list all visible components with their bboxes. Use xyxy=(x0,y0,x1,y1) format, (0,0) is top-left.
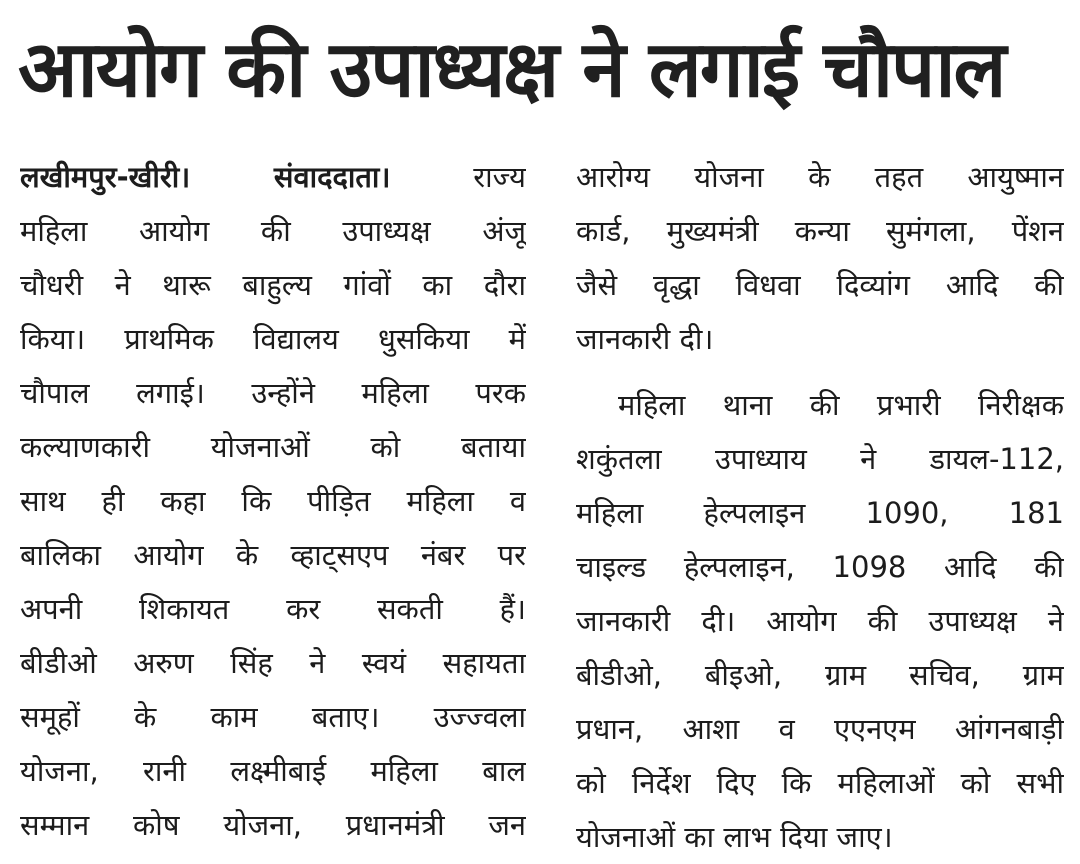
article-line: महिला थाना की प्रभारी निरीक्षक xyxy=(618,388,1064,422)
article-left-column xyxy=(20,150,526,852)
article-line: योजना, रानी लक्ष्मीबाई महिला बाल xyxy=(20,754,526,788)
article-right-column xyxy=(576,150,1064,864)
article-line: अपनी शिकायत कर सकती हैं। xyxy=(20,592,526,626)
article-line: बीडीओ, बीइओ, ग्राम सचिव, ग्राम xyxy=(576,658,1064,692)
article-line: समूहों के काम बताए। उज्ज्वला xyxy=(20,700,526,734)
article-line: बीडीओ अरुण सिंह ने स्वयं सहायता xyxy=(20,646,526,680)
dateline: लखीमपुर-खीरी। संवाददाता। xyxy=(20,160,391,194)
article-line: कल्याणकारी योजनाओं को बताया xyxy=(20,430,526,464)
article-line: जानकारी दी। xyxy=(576,322,714,356)
article-line: चौधरी ने थारू बाहुल्य गांवों का दौरा xyxy=(20,268,526,302)
article-first-line xyxy=(20,150,526,204)
article-line: चाइल्ड हेल्पलाइन, 1098 आदि की xyxy=(576,550,1064,584)
article-line: साथ ही कहा कि पीड़ित महिला व xyxy=(20,484,526,518)
article-line: प्रधान, आशा व एएनएम आंगनबाड़ी xyxy=(576,712,1064,746)
paragraph-gap xyxy=(576,366,1064,378)
article-line: योजनाओं का लाभ दिया जाए। xyxy=(576,820,893,854)
article-line: जानकारी दी। आयोग की उपाध्यक्ष ने xyxy=(576,604,1064,638)
article-line: जैसे वृद्धा विधवा दिव्यांग आदि की xyxy=(576,268,1064,302)
headline: आयोग की उपाध्यक्ष ने लगाई चौपाल xyxy=(18,25,1005,115)
article-line: चौपाल लगाई। उन्होंने महिला परक xyxy=(20,376,526,410)
article-line: को निर्देश दिए कि महिलाओं को सभी xyxy=(576,766,1064,800)
article-line: महिला हेल्पलाइन 1090, 181 xyxy=(576,496,1064,530)
article-line: किया। प्राथमिक विद्यालय धुसकिया में xyxy=(20,322,526,356)
article-line: बालिका आयोग के व्हाट्सएप नंबर पर xyxy=(20,538,526,572)
article-line: आरोग्य योजना के तहत आयुष्मान xyxy=(576,160,1064,194)
article-line: शकुंतला उपाध्याय ने डायल-112, xyxy=(576,442,1064,476)
first-line-text: राज्य xyxy=(473,160,526,194)
article-line: सम्मान कोष योजना, प्रधानमंत्री जन xyxy=(20,808,526,842)
article-line: महिला आयोग की उपाध्यक्ष अंजू xyxy=(20,214,526,248)
article-line: कार्ड, मुख्यमंत्री कन्या सुमंगला, पेंशन xyxy=(576,214,1064,248)
